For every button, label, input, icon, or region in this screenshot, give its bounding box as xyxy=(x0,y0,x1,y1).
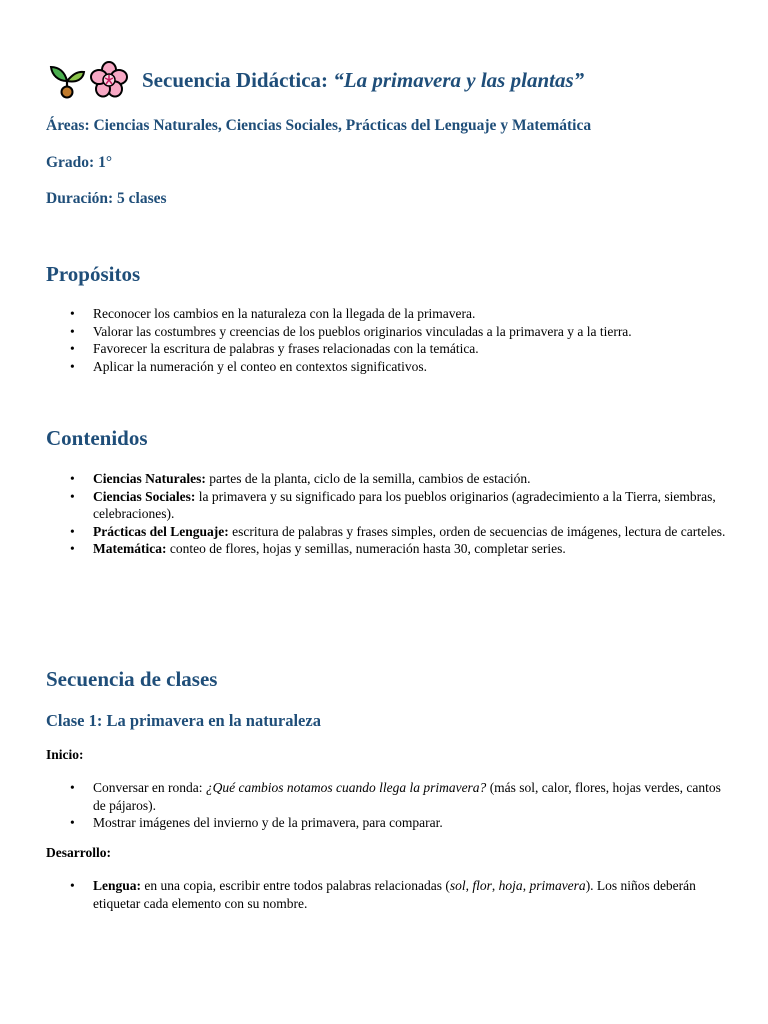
list-item: • Lengua: en una copia, escribir entre todos palabras relacionadas (sol, flor, hoja, primavera). Los niños deberán etiquetar cada elemento con su nombre. xyxy=(46,877,726,912)
duracion-line: Duración: 5 clases xyxy=(46,190,167,207)
flower-icon xyxy=(90,61,128,99)
desarrollo-list xyxy=(46,877,726,912)
list-item: • Ciencias Sociales: la primavera y su significado para los pueblos originarios (agradecimiento a la Tierra, siembras, celebraciones). xyxy=(46,488,726,523)
list-item: • Matemática: conteo de flores, hojas y semillas, numeración hasta 30, completar series. xyxy=(46,540,726,558)
grado-line: Grado: 1° xyxy=(46,154,113,171)
desarrollo-label: Desarrollo: xyxy=(46,845,111,860)
list-item: • Prácticas del Lenguaje: escritura de palabras y frases simples, orden de secuencias de imágenes, lectura de carteles. xyxy=(46,523,726,541)
areas-line: Áreas: Ciencias Naturales, Ciencias Sociales, Prácticas del Lenguaje y Matemática xyxy=(46,117,592,134)
clase1-heading: Clase 1: La primavera en la naturaleza xyxy=(46,711,321,730)
page-title: Secuencia Didáctica: “La primavera y las plantas” xyxy=(142,67,585,92)
list-item: • Favorecer la escritura de palabras y frases relacionadas con la temática. xyxy=(46,340,726,358)
inicio-label: Inicio: xyxy=(46,747,84,762)
list-item: • Conversar en ronda: ¿Qué cambios notamos cuando llega la primavera? (más sol, calor, flores, hojas verdes, cantos de pájaros). xyxy=(46,779,726,814)
list-item: • Valorar las costumbres y creencias de los pueblos originarios vinculadas a la primavera y a la tierra. xyxy=(46,323,726,341)
list-item: • Reconocer los cambios en la naturaleza con la llegada de la primavera. xyxy=(46,305,726,323)
list-item: • Ciencias Naturales: partes de la planta, ciclo de la semilla, cambios de estación. xyxy=(46,470,726,488)
list-item: • Aplicar la numeración y el conteo en contextos significativos. xyxy=(46,358,726,376)
contenidos-heading: Contenidos xyxy=(46,426,148,450)
contenidos-list xyxy=(46,470,726,558)
propositos-list xyxy=(46,305,726,375)
propositos-heading: Propósitos xyxy=(46,262,141,286)
secuencia-heading: Secuencia de clases xyxy=(46,667,218,691)
seedling-icon xyxy=(48,61,86,99)
list-item: • Mostrar imágenes del invierno y de la primavera, para comparar. xyxy=(46,814,726,832)
inicio-list xyxy=(46,779,726,832)
title-row xyxy=(48,60,584,100)
